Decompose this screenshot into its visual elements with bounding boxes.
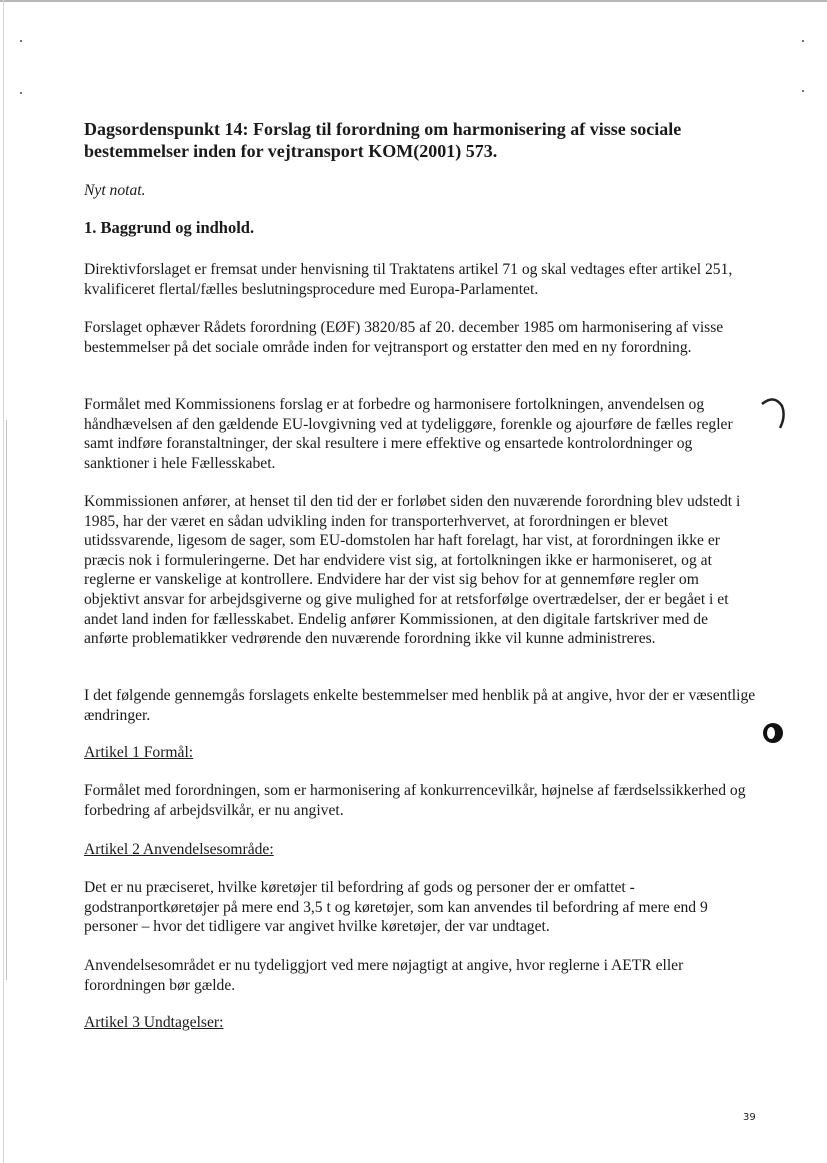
paragraph: Anvendelsesområdet er nu tydeliggjort ved mere nøjagtigt at angive, hvor reglerne i AETR eller forordningen bør gælde. bbox=[84, 957, 684, 994]
article-1-title: Artikel 1 Formål: bbox=[84, 744, 194, 761]
paragraph: I det følgende gennemgås forslagets enkelte bestemmelser med henblik på at angive, hvor der er væsentlige ændringer. bbox=[84, 687, 756, 724]
binder-mark-icon bbox=[760, 396, 790, 432]
punch-hole-icon bbox=[758, 718, 788, 748]
agenda-heading: Dagsordenspunkt 14: Forslag til forordning om harmonisering af visse sociale bestemmelser inden for vejtransport KOM(2001) 573. bbox=[84, 119, 682, 161]
page-number: 39 bbox=[743, 1112, 756, 1123]
scan-left-edge bbox=[3, 0, 4, 1163]
document-body bbox=[84, 118, 756, 1031]
section-title: 1. Baggrund og indhold. bbox=[84, 218, 255, 237]
article-2-title: Artikel 2 Anvendelsesområde: bbox=[84, 841, 274, 858]
note-subtitle: Nyt notat. bbox=[84, 182, 146, 199]
paragraph: Formålet med forordningen, som er harmonisering af konkurrencevilkår, højnelse af færdselssikkerhed og forbedring af arbejdsvilkår, er nu angivet. bbox=[84, 782, 746, 819]
paragraph: Forslaget ophæver Rådets forordning (EØF) 3820/85 af 20. december 1985 om harmonisering af visse bestemmelser på det sociale område inden for vejtransport og erstatter den med en ny forordning. bbox=[84, 319, 724, 356]
paragraph: Formålet med Kommissionens forslag er at forbedre og harmonisere fortolkningen, anvendelsen og håndhævelsen af den gældende EU-lovgivning ved at tydeliggøre, forenkle og ajourføre de fælles regler samt indføre foranstaltninger, der skal resultere i mere effektive og ensartede kontrolordninger og sanktioner i hele Fællesskabet. bbox=[84, 396, 733, 472]
paragraph: Direktivforslaget er fremsat under henvisning til Traktatens artikel 71 og skal vedtages efter artikel 251, kvalificeret flertal/fælles beslutningsprocedure med Europa-Parlamentet. bbox=[84, 261, 733, 298]
article-3-title: Artikel 3 Undtagelser: bbox=[84, 1014, 224, 1031]
scan-speck bbox=[20, 40, 22, 42]
paragraph: Kommissionen anfører, at henset til den tid der er forløbet siden den nuværende forordning blev udstedt i 1985, har der været en sådan udvikling inden for transporterhvervet, at forordningen er blevet utidssvarende, ligesom de sager, som EU-domstolen har haft forelagt, har vist, at forordningen ikke er præcis nok i formuleringerne. Det har endvidere vist sig, at fortolkningen ikke er harmoniseret, og at reglerne er vanskelige at kontrollere. Endvidere har der vist sig behov for at gennemføre regler om objektivt ansvar for arbejdsgiverne og give mulighed for at retsforfølge overtrædelser, der er begået i et andet land inden for fællesskabet. Endelig anfører Kommissionen, at den digitale fartskriver med de anførte problematikker vedrørende den nuværende forordning ikke vil kunne administreres. bbox=[84, 493, 741, 648]
paragraph: Det er nu præciseret, hvilke køretøjer til befordring af gods og personer der er omfattet - godstranportkøretøjer på mere end 3,5 t og køretøjer, som kan anvendes til befordring af mere end 9 personer – hvor det tidligere var angivet hvilke køretøjer, der var undtaget. bbox=[84, 879, 708, 936]
scan-speck bbox=[802, 40, 804, 42]
scan-left-shadow bbox=[6, 420, 7, 980]
scan-speck bbox=[20, 92, 22, 94]
scan-speck bbox=[802, 90, 804, 92]
scan-top-edge bbox=[0, 0, 827, 2]
